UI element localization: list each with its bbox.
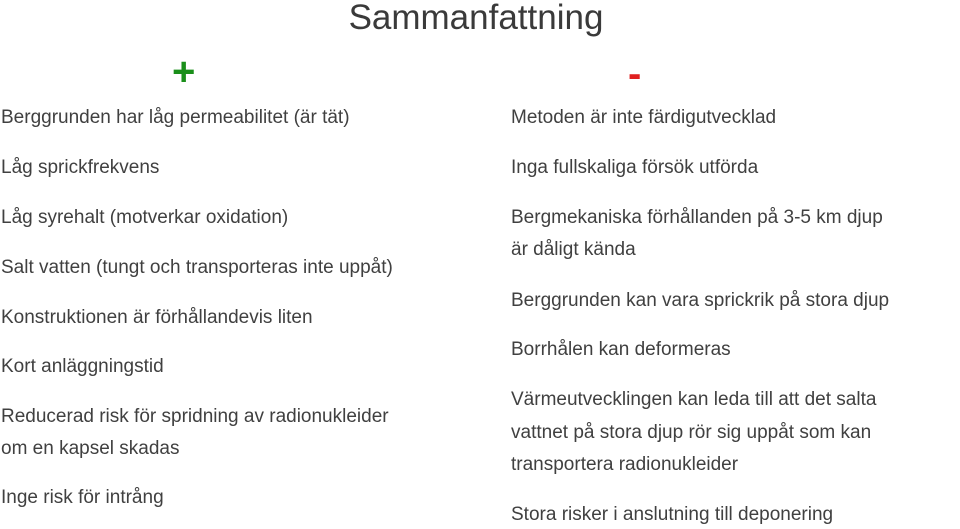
pros-item-8-line-1: Inge risk för intrång (1, 487, 164, 508)
cons-item-7-line-1: Stora risker i anslutning till deponering (511, 504, 834, 525)
pros-item-3-line-1: Låg syrehalt (motverkar oxidation) (1, 207, 289, 228)
pros-item-1-line-1: Berggrunden har låg permeabilitet (är tät) (1, 107, 350, 128)
cons-item-5-line-1: Borrhålen kan deformeras (511, 339, 731, 360)
pros-item-4-line-1: Salt vatten (tungt och transporteras inte uppåt) (1, 257, 393, 278)
cons-item-4-line-1: Berggrunden kan vara sprickrik på stora djup (511, 290, 890, 311)
pros-item-6-line-1: Kort anläggningstid (1, 356, 164, 377)
cons-item-1-line-1: Metoden är inte färdigutvecklad (511, 107, 777, 128)
cons-item-6-line-2: vattnet på stora djup rör sig uppåt som kan (511, 422, 872, 443)
cons-item-6-line-3: transportera radionukleider (511, 454, 739, 475)
pros-item-2-line-1: Låg sprickfrekvens (1, 157, 160, 178)
cons-item-2-line-1: Inga fullskaliga försök utförda (511, 157, 759, 178)
minus-icon: - (628, 52, 642, 96)
cons-item-3-line-1: Bergmekaniska förhållanden på 3-5 km djup (511, 207, 883, 228)
pros-item-5-line-1: Konstruktionen är förhållandevis liten (1, 307, 313, 328)
pros-item-7-line-1: Reducerad risk för spridning av radionukleider (1, 406, 389, 427)
cons-item-6-line-1: Värmeutvecklingen kan leda till att det salta (511, 389, 877, 410)
plus-icon: + (172, 50, 196, 94)
page-title: Sammanfattning (348, 0, 604, 37)
cons-item-3-line-2: är dåligt kända (511, 239, 636, 260)
pros-item-7-line-2: om en kapsel skadas (1, 438, 180, 459)
